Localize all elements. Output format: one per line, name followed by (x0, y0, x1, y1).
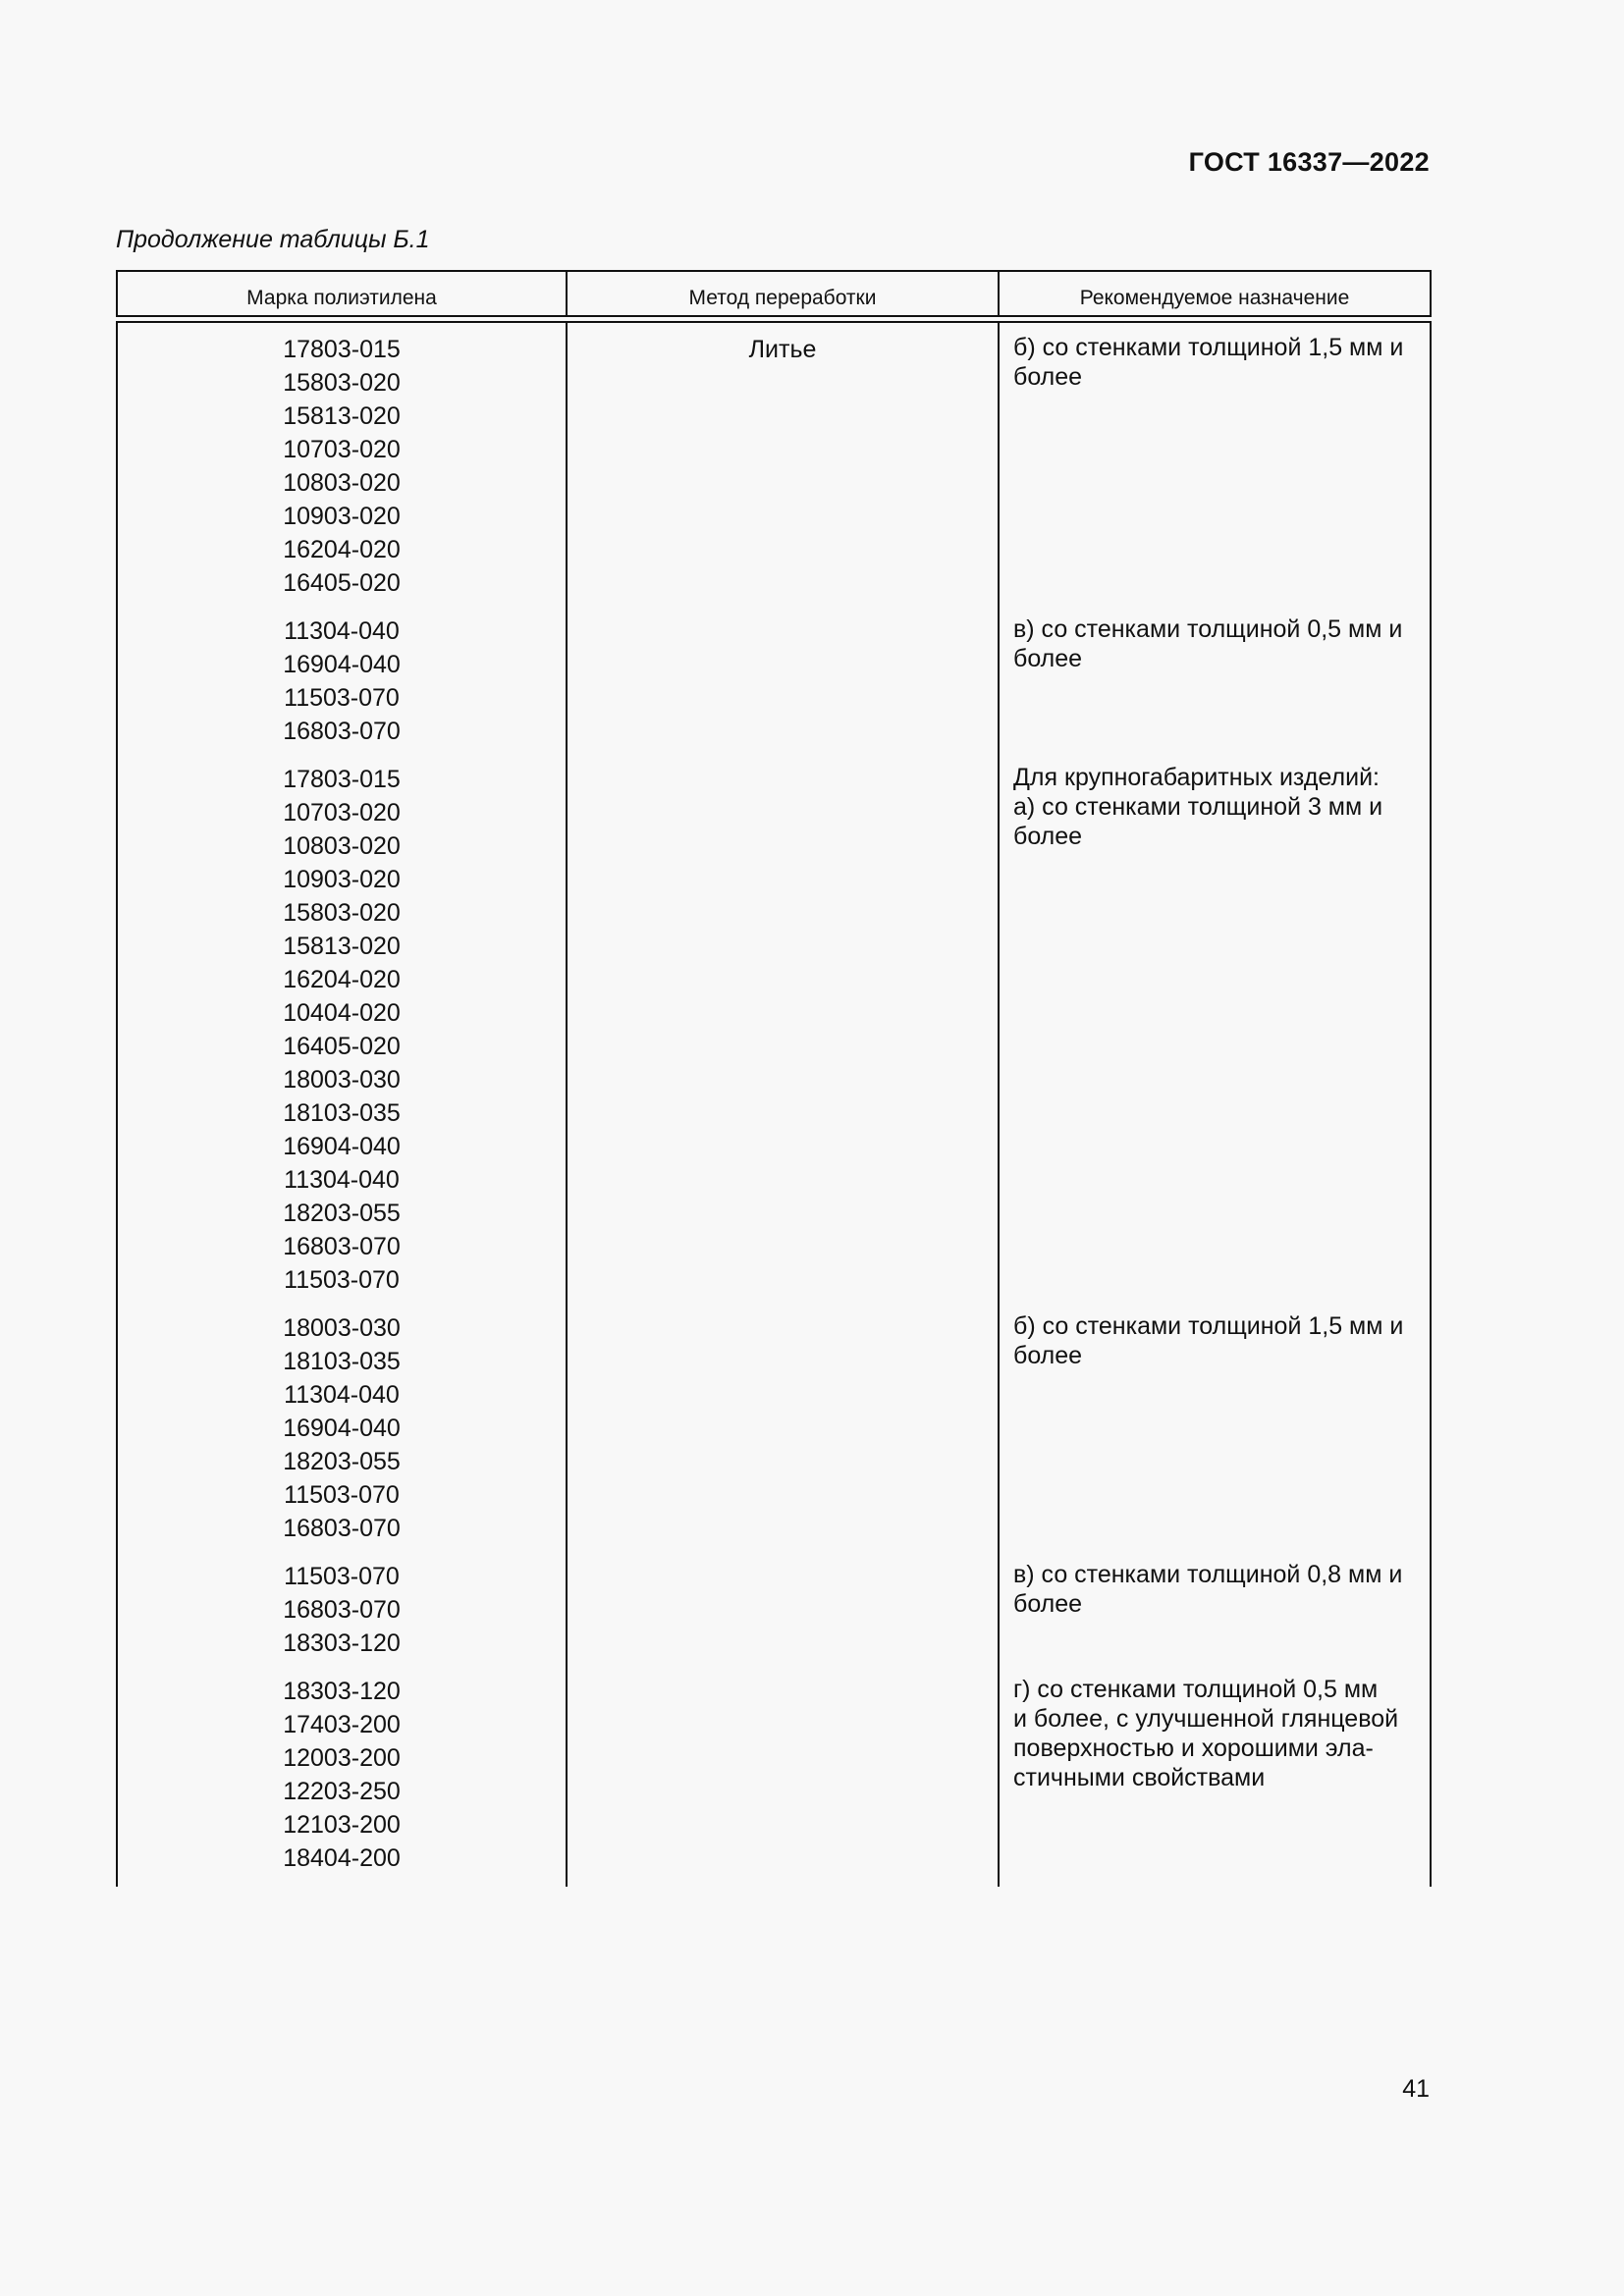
grade-cell: 12103-200 (283, 1811, 401, 1839)
grade-cell: 18203-055 (283, 1200, 401, 1227)
column-header-grade: Марка полиэтилена (246, 287, 437, 309)
grade-cell: 11503-070 (284, 1563, 400, 1590)
grade-cell: 16803-070 (283, 1596, 401, 1624)
method-cell: Литье (748, 336, 817, 363)
purpose-line: более (1013, 645, 1083, 672)
grade-cell: 17803-015 (283, 766, 401, 793)
purpose-cell (1013, 1311, 1420, 1545)
grade-group (118, 1675, 566, 1875)
grade-column (118, 323, 566, 1887)
grade-cell: 17403-200 (283, 1711, 401, 1738)
purpose-line: более (1013, 1590, 1083, 1618)
grade-cell: 16405-020 (283, 1033, 401, 1060)
document-code: ГОСТ 16337—2022 (1188, 147, 1430, 177)
header-divider (116, 315, 1432, 317)
purpose-cell (1013, 333, 1420, 600)
grade-cell: 16904-040 (283, 1133, 401, 1160)
purpose-line: более (1013, 823, 1083, 850)
purpose-column (998, 323, 1430, 1887)
grade-cell: 10903-020 (283, 503, 401, 530)
grade-cell: 18003-030 (283, 1066, 401, 1094)
grade-cell: 16405-020 (283, 569, 401, 597)
method-column (566, 323, 998, 1887)
grade-group (118, 614, 566, 748)
grade-cell: 15813-020 (283, 933, 401, 960)
table-caption: Продолжение таблицы Б.1 (116, 226, 430, 253)
grade-cell: 15813-020 (283, 402, 401, 430)
grade-cell: 17803-015 (283, 336, 401, 363)
grade-cell: 12203-250 (283, 1778, 401, 1805)
grade-cell: 16803-070 (283, 718, 401, 745)
column-header-purpose: Рекомендуемое назначение (998, 272, 1430, 315)
grade-cell: 10803-020 (283, 832, 401, 860)
grade-cell: 10404-020 (283, 999, 401, 1027)
table-header (116, 270, 1432, 315)
grade-cell: 18103-035 (283, 1099, 401, 1127)
grade-cell: 10703-020 (283, 799, 401, 827)
purpose-cell (1013, 763, 1420, 1297)
grade-group (118, 333, 566, 600)
grade-cell: 12003-200 (283, 1744, 401, 1772)
grade-cell: 18203-055 (283, 1448, 401, 1475)
grade-cell: 16204-020 (283, 966, 401, 993)
purpose-line: а) со стенками толщиной 3 мм и (1013, 793, 1383, 821)
grade-cell: 10703-020 (283, 436, 401, 463)
purpose-line: стичными свойствами (1013, 1764, 1266, 1791)
purpose-line: в) со стенками толщиной 0,8 мм и (1013, 1561, 1403, 1588)
purpose-line: более (1013, 363, 1083, 391)
grade-cell: 18303-120 (283, 1678, 401, 1705)
grade-cell: 11503-070 (284, 1266, 400, 1294)
grade-cell: 18303-120 (283, 1629, 401, 1657)
column-header-method: Метод переработки (566, 272, 998, 315)
grade-cell: 10903-020 (283, 866, 401, 893)
purpose-line: более (1013, 1342, 1083, 1369)
grade-cell: 18003-030 (283, 1314, 401, 1342)
grade-cell: 16204-020 (283, 536, 401, 563)
grade-cell: 15803-020 (283, 369, 401, 397)
grade-cell: 10803-020 (283, 469, 401, 497)
table-body (116, 323, 1432, 1887)
grade-cell: 11304-040 (284, 617, 400, 645)
grade-cell: 11503-070 (284, 1481, 400, 1509)
purpose-line: б) со стенками толщиной 1,5 мм и (1013, 1312, 1404, 1340)
grade-cell: 11503-070 (284, 684, 400, 712)
purpose-line: и более, с улучшенной глянцевой (1013, 1705, 1399, 1733)
grade-cell: 18404-200 (283, 1844, 401, 1872)
grade-group (118, 1311, 566, 1545)
purpose-cell (1013, 614, 1420, 748)
purpose-line: поверхностью и хорошими эла- (1013, 1735, 1374, 1762)
purpose-line: в) со стенками толщиной 0,5 мм и (1013, 615, 1403, 643)
grade-group (118, 763, 566, 1297)
grade-cell: 18103-035 (283, 1348, 401, 1375)
purpose-cell (1013, 1675, 1420, 1875)
grade-cell: 16803-070 (283, 1233, 401, 1260)
grade-cell: 11304-040 (284, 1381, 400, 1409)
grade-cell: 11304-040 (284, 1166, 400, 1194)
grade-cell: 16803-070 (283, 1515, 401, 1542)
purpose-cell (1013, 1560, 1420, 1660)
purpose-line: б) со стенками толщиной 1,5 мм и (1013, 334, 1404, 361)
grade-cell: 16904-040 (283, 651, 401, 678)
grade-group (118, 1560, 566, 1660)
purpose-line: г) со стенками толщиной 0,5 мм (1013, 1676, 1379, 1703)
page-number: 41 (1402, 2075, 1430, 2103)
grades-table (116, 270, 1432, 1887)
purpose-line: Для крупногабаритных изделий: (1013, 764, 1380, 791)
grade-cell: 15803-020 (283, 899, 401, 927)
grade-cell: 16904-040 (283, 1415, 401, 1442)
